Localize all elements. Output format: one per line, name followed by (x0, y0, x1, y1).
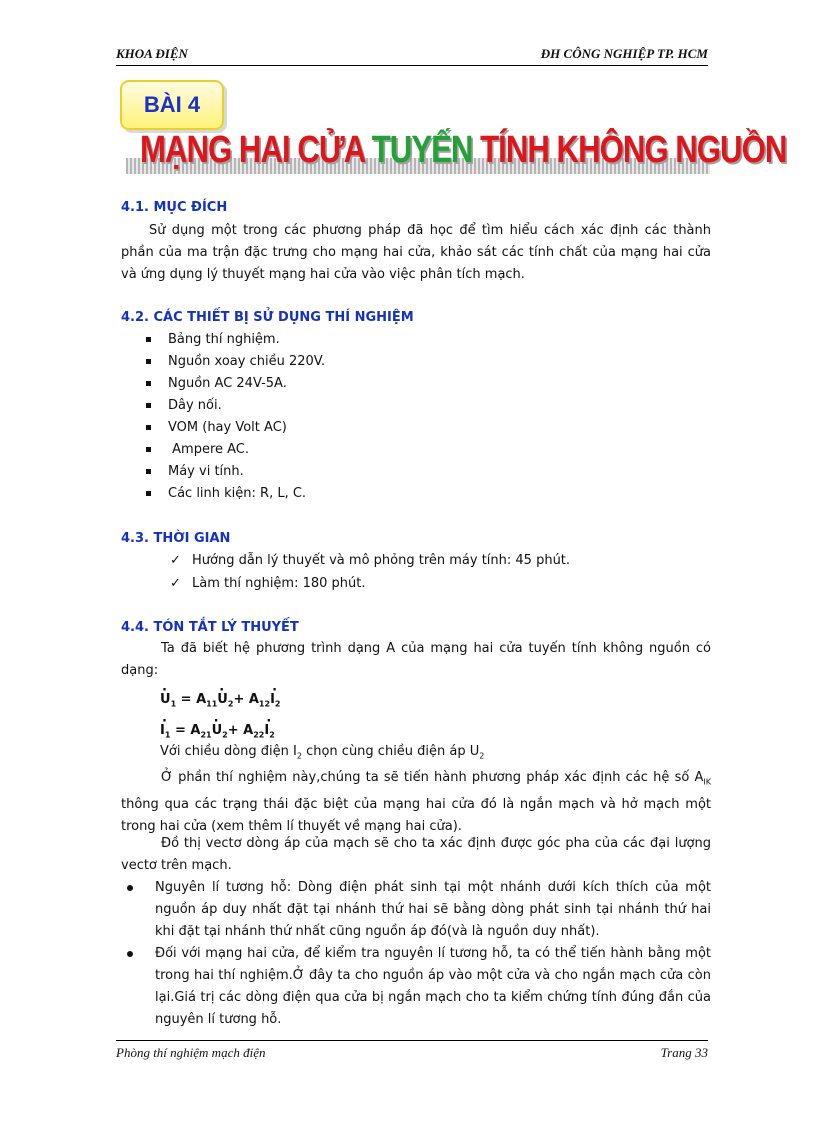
list-item: Máy vi tính. (146, 461, 325, 483)
list-item: Các linh kiện: R, L, C. (146, 483, 325, 505)
list-item: Nguyên lí tương hỗ: Dòng điện phát sinh tại một nhánh dưới kích thích của một nguồn áp duy nhất đặt tại nhánh thứ hai sẽ bằng dòng phát sinh tại nhánh thứ hai khi đặt tại nhánh thứ nhất cũng nguồn áp đó(và là nguồn duy nhất). (127, 877, 711, 943)
list-item: Ampere AC. (146, 439, 325, 461)
bullet-icon (146, 381, 151, 386)
list-item: Dây nối. (146, 395, 325, 417)
list-item: VOM (hay Volt AC) (146, 417, 325, 439)
footer-left: Phòng thí nghiệm mạch điện (116, 1045, 266, 1060)
purpose-paragraph: Sử dụng một trong các phương pháp đã học để tìm hiểu cách xác định các thành phần của ma trận đặc trưng cho mạng hai cửa, khảo sát các tính chất của mạng hai cửa và ứng dụng lý thuyết mạng hai cửa vào việc phân tích mạch. (121, 223, 711, 282)
header-divider (116, 65, 708, 66)
footer-divider (116, 1040, 708, 1041)
list-item: Nguồn xoay chiều 220V. (146, 351, 325, 373)
bullet-icon (146, 359, 151, 364)
title-part-2: TUYẾN (371, 129, 473, 171)
section-heading-equipment: 4.2. CÁC THIẾT BỊ SỬ DỤNG THÍ NGHIỆM (121, 310, 414, 325)
time-list (170, 549, 570, 595)
bullet-icon (127, 951, 133, 957)
check-icon: ✓ (170, 553, 181, 568)
bullet-icon (146, 491, 151, 496)
equation-2: · $I_1 = A_{21}\cdot U_2+ A_{22}\cdot I_2$ (160, 723, 275, 740)
page-header (116, 46, 708, 66)
list-item: Nguồn AC 24V-5A. (146, 373, 325, 395)
section-heading-purpose: 4.1. MỤC ĐÍCH (121, 200, 228, 215)
current-direction-note: Với chiều dòng điện $I_2$ chọn cùng chiều điện áp $U_2$ (160, 744, 485, 761)
list-item: Bảng thí nghiệm. (146, 329, 325, 351)
header-left: KHOA ĐIỆN (116, 46, 188, 61)
title-part-1: MẠNG HAI CỬA (140, 129, 372, 171)
equation-1: · $U_1 = A_{11}\cdot U_2+ A_{12}\cdot I_2$ (160, 692, 280, 709)
page-title (140, 124, 787, 176)
title-part-3: TÍNH KHÔNG NGUỒN (472, 129, 787, 171)
list-item: ✓ Hướng dẫn lý thuyết và mô phỏng trên máy tính: 45 phút. (170, 549, 570, 572)
section-heading-time: 4.3. THỜI GIAN (121, 531, 231, 546)
list-item: Đối với mạng hai cửa, để kiểm tra nguyên lí tương hỗ, ta có thể tiến hành bằng một trong hai thí nghiệm.Ở đây ta cho nguồn áp vào một cửa và cho ngắn mạch cửa còn lại.Giá trị các dòng điện qua cửa bị ngắn mạch cho ta kiểm chứng tính đúng đắn của nguyên lí tương hỗ. (127, 943, 711, 1031)
bullet-icon (146, 425, 151, 430)
equipment-list (146, 329, 325, 505)
bullet-icon (146, 403, 151, 408)
bullet-icon (127, 885, 133, 891)
bullet-icon (146, 447, 151, 452)
page-number: Trang 33 (660, 1045, 708, 1060)
vector-diagram-paragraph: Đồ thị vectơ dòng áp của mạch sẽ cho ta xác định được góc pha của các đại lượng vectơ trên mạch. (121, 836, 711, 873)
header-right: ĐH CÔNG NGHIỆP TP. HCM (540, 46, 708, 61)
bullet-icon (146, 469, 151, 474)
lesson-badge: BÀI 4 (120, 80, 224, 130)
check-icon: ✓ (170, 576, 181, 591)
section-heading-theory: 4.4. TÓN TẮT LÝ THUYẾT (121, 620, 299, 635)
list-item: ✓ Làm thí nghiệm: 180 phút. (170, 572, 570, 595)
bullet-icon (146, 337, 151, 342)
theory-intro: Ta đã biết hệ phương trình dạng A của mạng hai cửa tuyến tính không nguồn có dạng: (121, 641, 711, 678)
method-paragraph: Ở phần thí nghiệm này,chúng ta sẽ tiến hành phương pháp xác định các hệ số $A_{IK}$ thông qua các trạng thái đặc biệt của mạng hai cửa đó là ngắn mạch và hở mạch một trong hai cửa (xem thêm lí thuyết về mạng hai cửa). (121, 770, 711, 834)
